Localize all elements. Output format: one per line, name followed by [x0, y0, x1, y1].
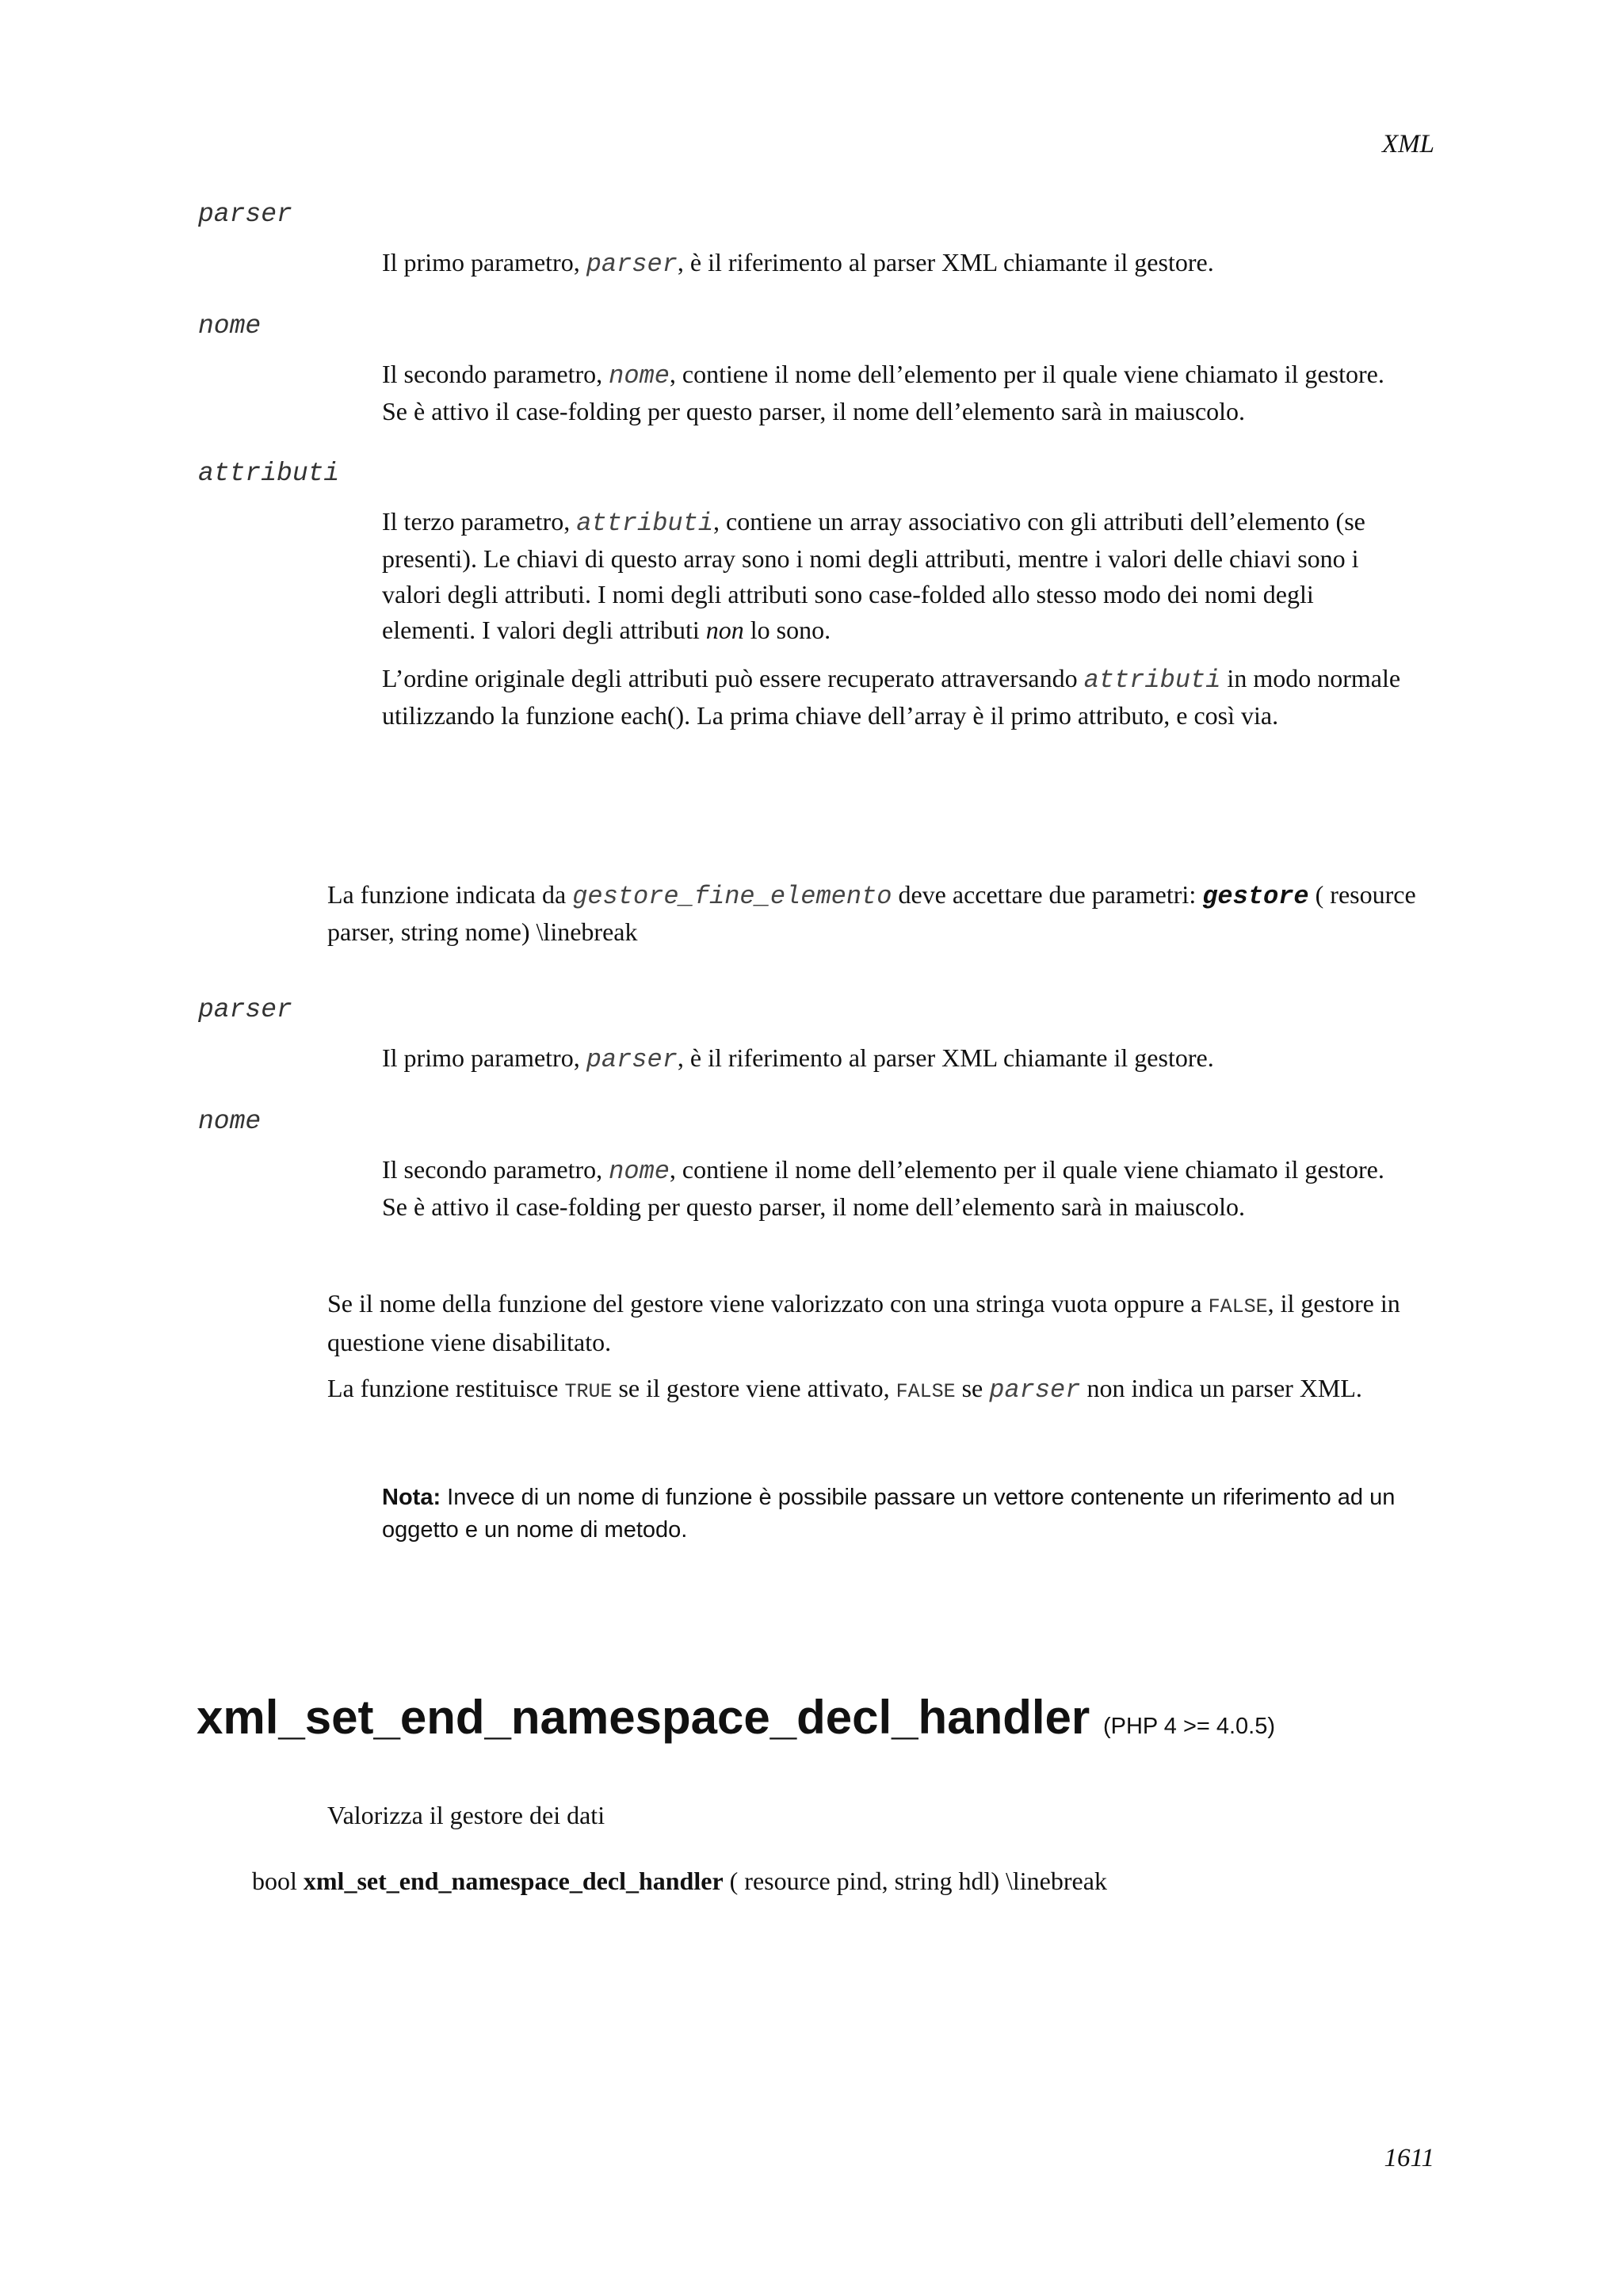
param-term-parser: parser	[198, 200, 292, 229]
param-desc-attributi-order: L’ordine originale degli attributi può essere recuperato attraversando attributi in modo normale utilizzando la funzione each(). La prima chiave dell’array è il primo attributo, e così via.	[382, 664, 1401, 730]
running-header: XML	[1382, 130, 1434, 158]
param-desc-nome: Il secondo parametro, nome, contiene il nome dell’elemento per il quale viene chiamato il gestore. Se è attivo il case-folding per questo parser, il nome dell’elemento sarà in maiuscolo.	[382, 360, 1384, 425]
purpose: Valorizza il gestore dei dati	[327, 1801, 605, 1829]
param-term-attributi: attributi	[198, 459, 340, 488]
return-paragraph: La funzione restituisce TRUE se il gestore viene attivato, FALSE se parser non indica un parser XML.	[327, 1374, 1362, 1405]
synopsis: bool xml_set_end_namespace_decl_handler ( resource pind, string hdl) \linebreak	[252, 1867, 1107, 1895]
param-term-nome: nome	[198, 311, 262, 341]
param-desc-nome-2: Il secondo parametro, nome, contiene il nome dell’elemento per il quale viene chiamato il gestore. Se è attivo il case-folding per questo parser, il nome dell’elemento sarà in maiuscolo.	[382, 1155, 1384, 1221]
param-term-parser-2: parser	[198, 995, 292, 1024]
param-desc-parser: Il primo parametro, parser, è il riferimento al parser XML chiamante il gestore.	[382, 248, 1214, 279]
end-handler-paragraph: La funzione indicata da gestore_fine_elemento deve accettare due parametri: gestore ( resource parser, string nome) \linebreak	[327, 880, 1416, 946]
param-desc-attributi: Il terzo parametro, attributi, contiene un array associativo con gli attributi dell’elemento (se presenti). Le chiavi di questo array sono i nomi degli attributi, mentre i valori delle chiavi sono i valori degli attributi. I nomi degli attributi sono case-folded allo stesso modo dei nomi degli elementi. I valori degli attributi non lo sono.	[382, 507, 1365, 644]
note-label: Nota:	[382, 1485, 441, 1510]
param-term-nome-2: nome	[198, 1107, 262, 1136]
note: Nota: Invece di un nome di funzione è possibile passare un vettore contenente un riferimento ad un oggetto e un nome di metodo.	[382, 1485, 1396, 1543]
section-title: xml_set_end_namespace_decl_handler (PHP 4 >= 4.0.5)	[197, 1691, 1276, 1744]
disable-paragraph: Se il nome della funzione del gestore viene valorizzato con una stringa vuota oppure a FALSE, il gestore in questione viene disabilitato.	[327, 1289, 1400, 1356]
param-desc-parser-2: Il primo parametro, parser, è il riferimento al parser XML chiamante il gestore.	[382, 1043, 1214, 1074]
section-version: (PHP 4 >= 4.0.5)	[1102, 1714, 1276, 1739]
page-number: 1611	[1384, 2144, 1434, 2172]
